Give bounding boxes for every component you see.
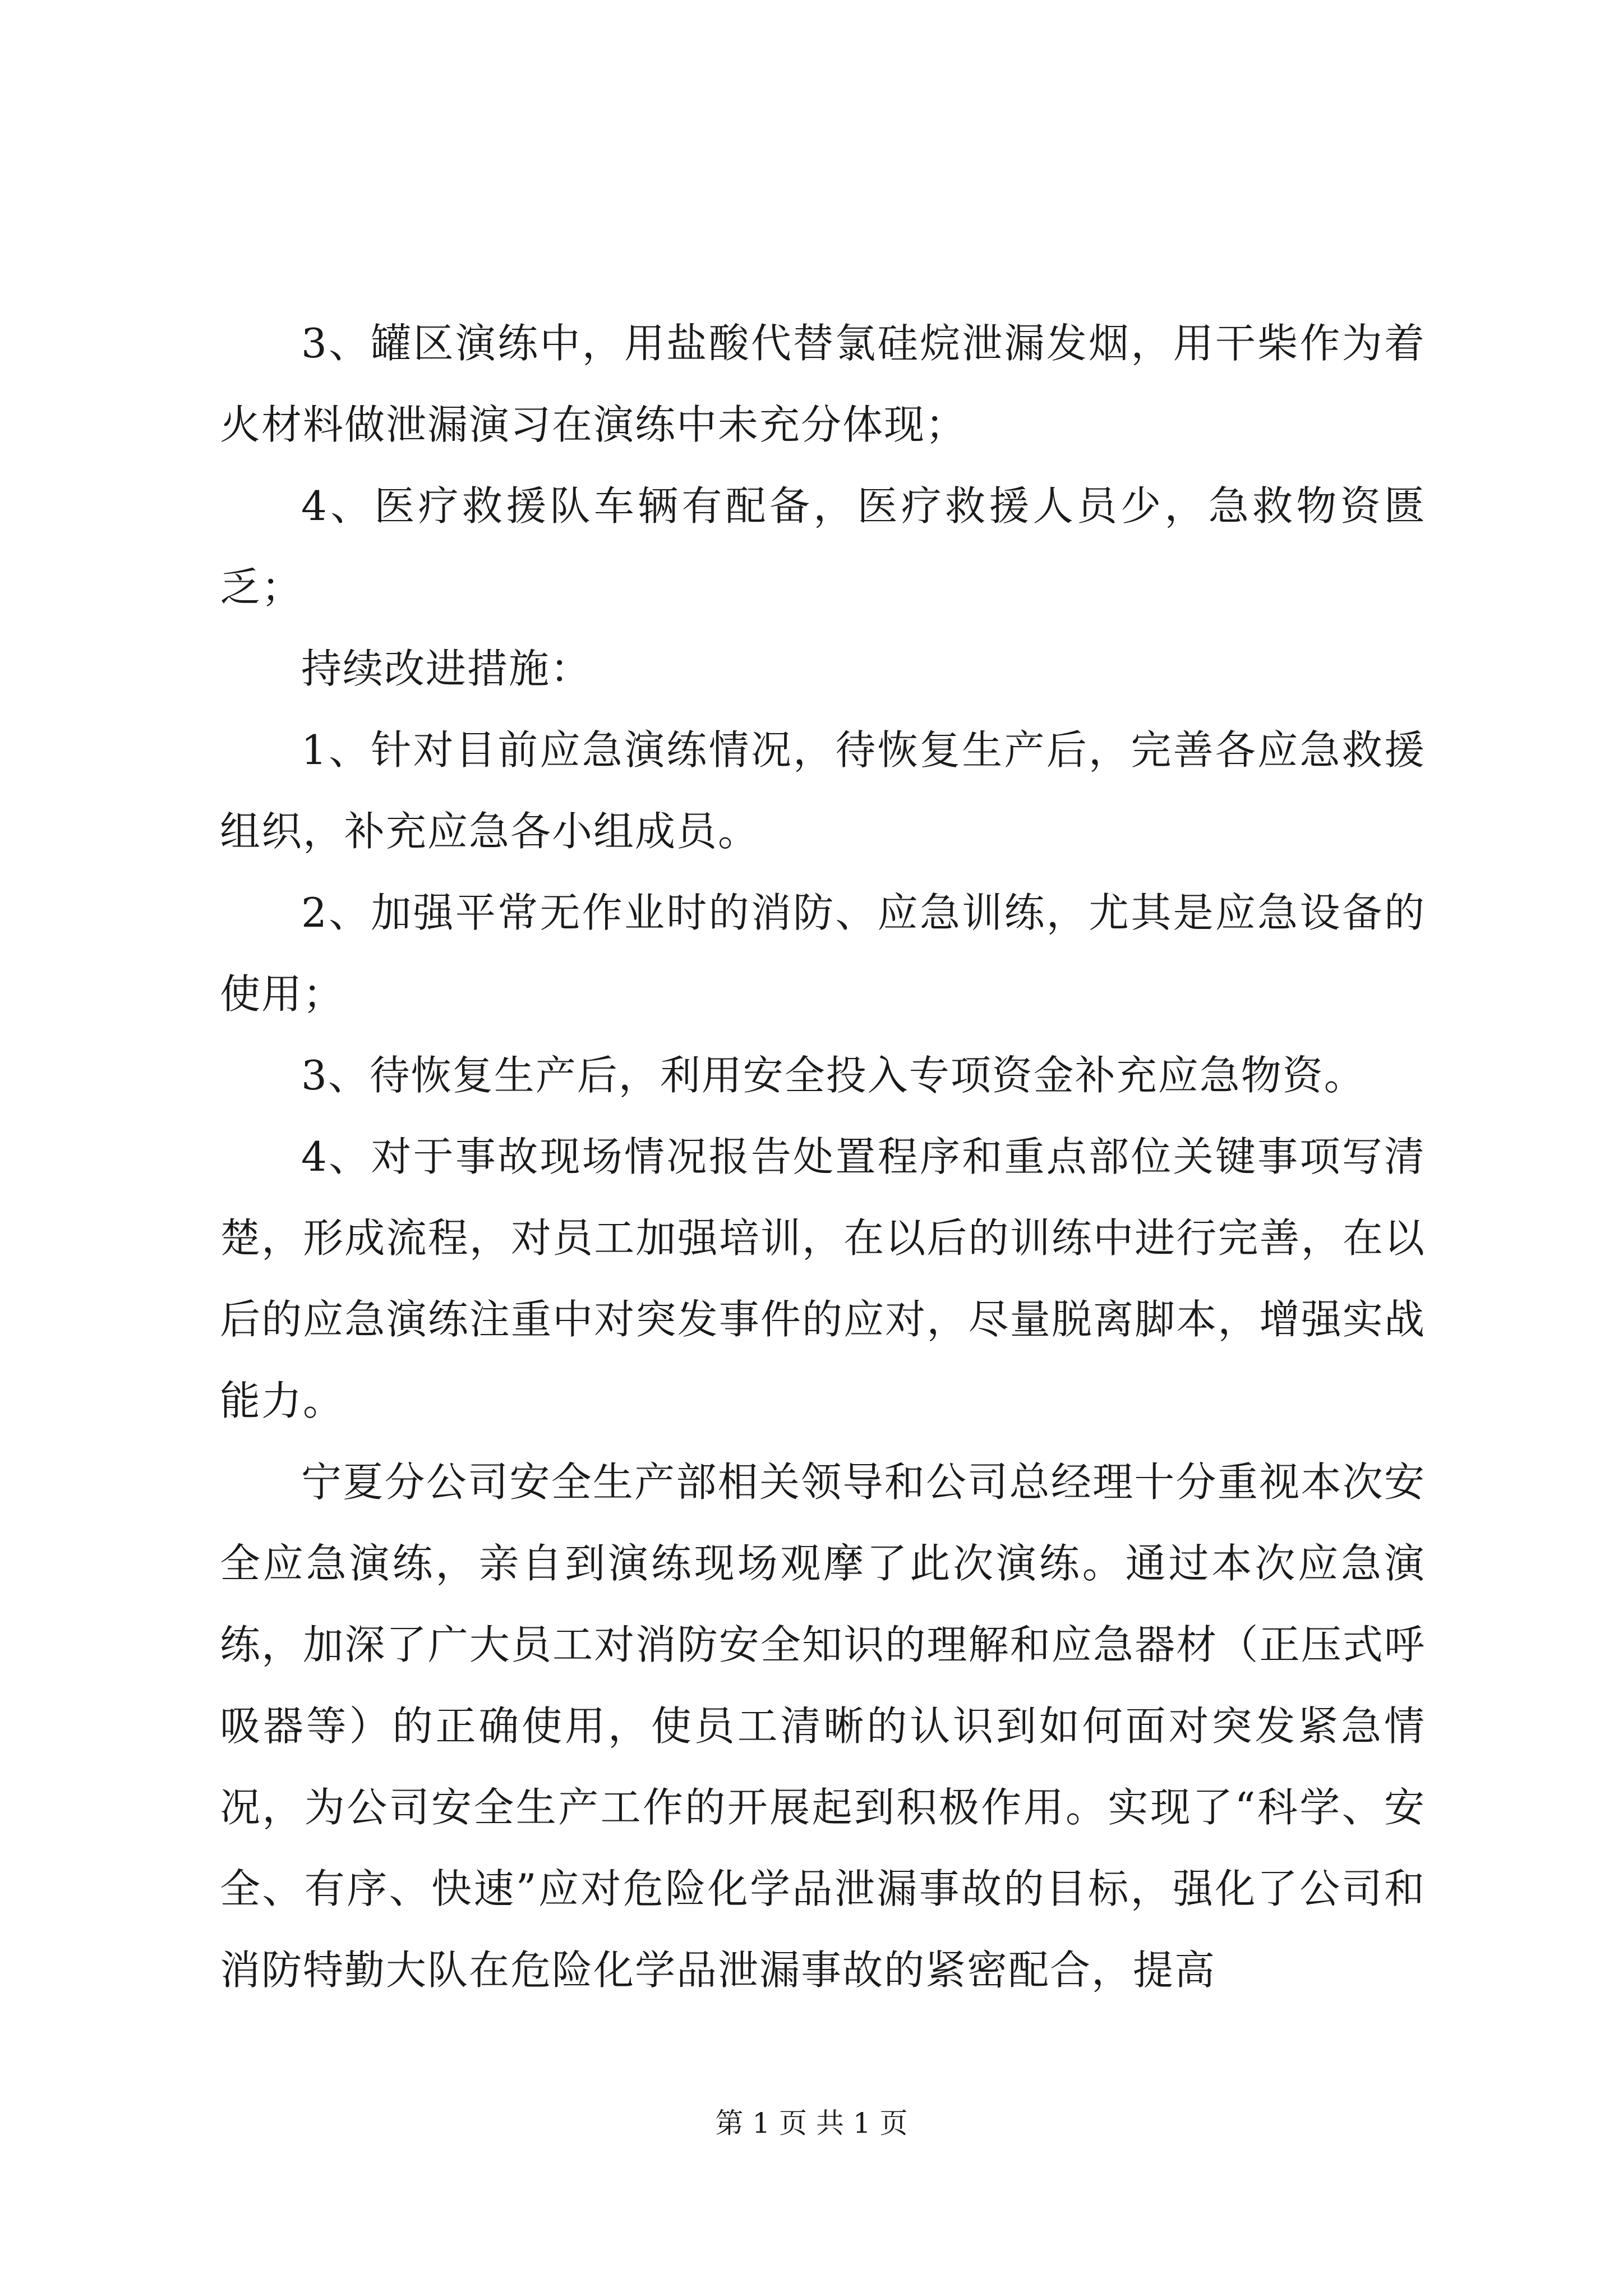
paragraph: 3、待恢复生产后，利用安全投入专项资金补充应急物资。 (301, 1052, 1366, 1099)
paragraph: 3、罐区演练中，用盐酸代替氯硅烷泄漏发烟，用干柴作为着火材料做泄漏演习在演练中未充分体现； (220, 320, 1426, 448)
paragraph: 2、加强平常无作业时的消防、应急训练，尤其是应急设备的使用； (220, 889, 1426, 1018)
paragraph: 4、医疗救援队车辆有配备，医疗救援人员少，急救物资匮乏； (220, 482, 1426, 611)
paragraph: 4、对于事故现场情况报告处置程序和重点部位关键事项写清楚，形成流程，对员工加强培训，在以后的训练中进行完善，在以后的应急演练注重中对突发事件的应对，尽量脱离脚本，增强实战能力。 (220, 1133, 1426, 1424)
page-footer: 第 1 页 共 1 页 (715, 2107, 908, 2139)
paragraph: 1、针对目前应急演练情况，待恢复生产后，完善各应急救援组织，补充应急各小组成员。 (220, 726, 1426, 855)
paragraph: 宁夏分公司安全生产部相关领导和公司总经理十分重视本次安全应急演练，亲自到演练现场观摩了此次演练。通过本次应急演练，加深了广大员工对消防安全知识的理解和应急器材（正压式呼吸器等）的正确使用，使员工清晰的认识到如何面对突发紧急情况，为公司安全生产工作的开展起到积极作用。实现了“科学、安全、有序、快速”应对危险化学品泄漏事故的目标，强化了公司和消防特勤大队在危险化学品泄漏事故的紧密配合，提高 (220, 1458, 1426, 1994)
paragraph: 持续改进措施： (301, 645, 592, 692)
document-body (220, 303, 1426, 2011)
